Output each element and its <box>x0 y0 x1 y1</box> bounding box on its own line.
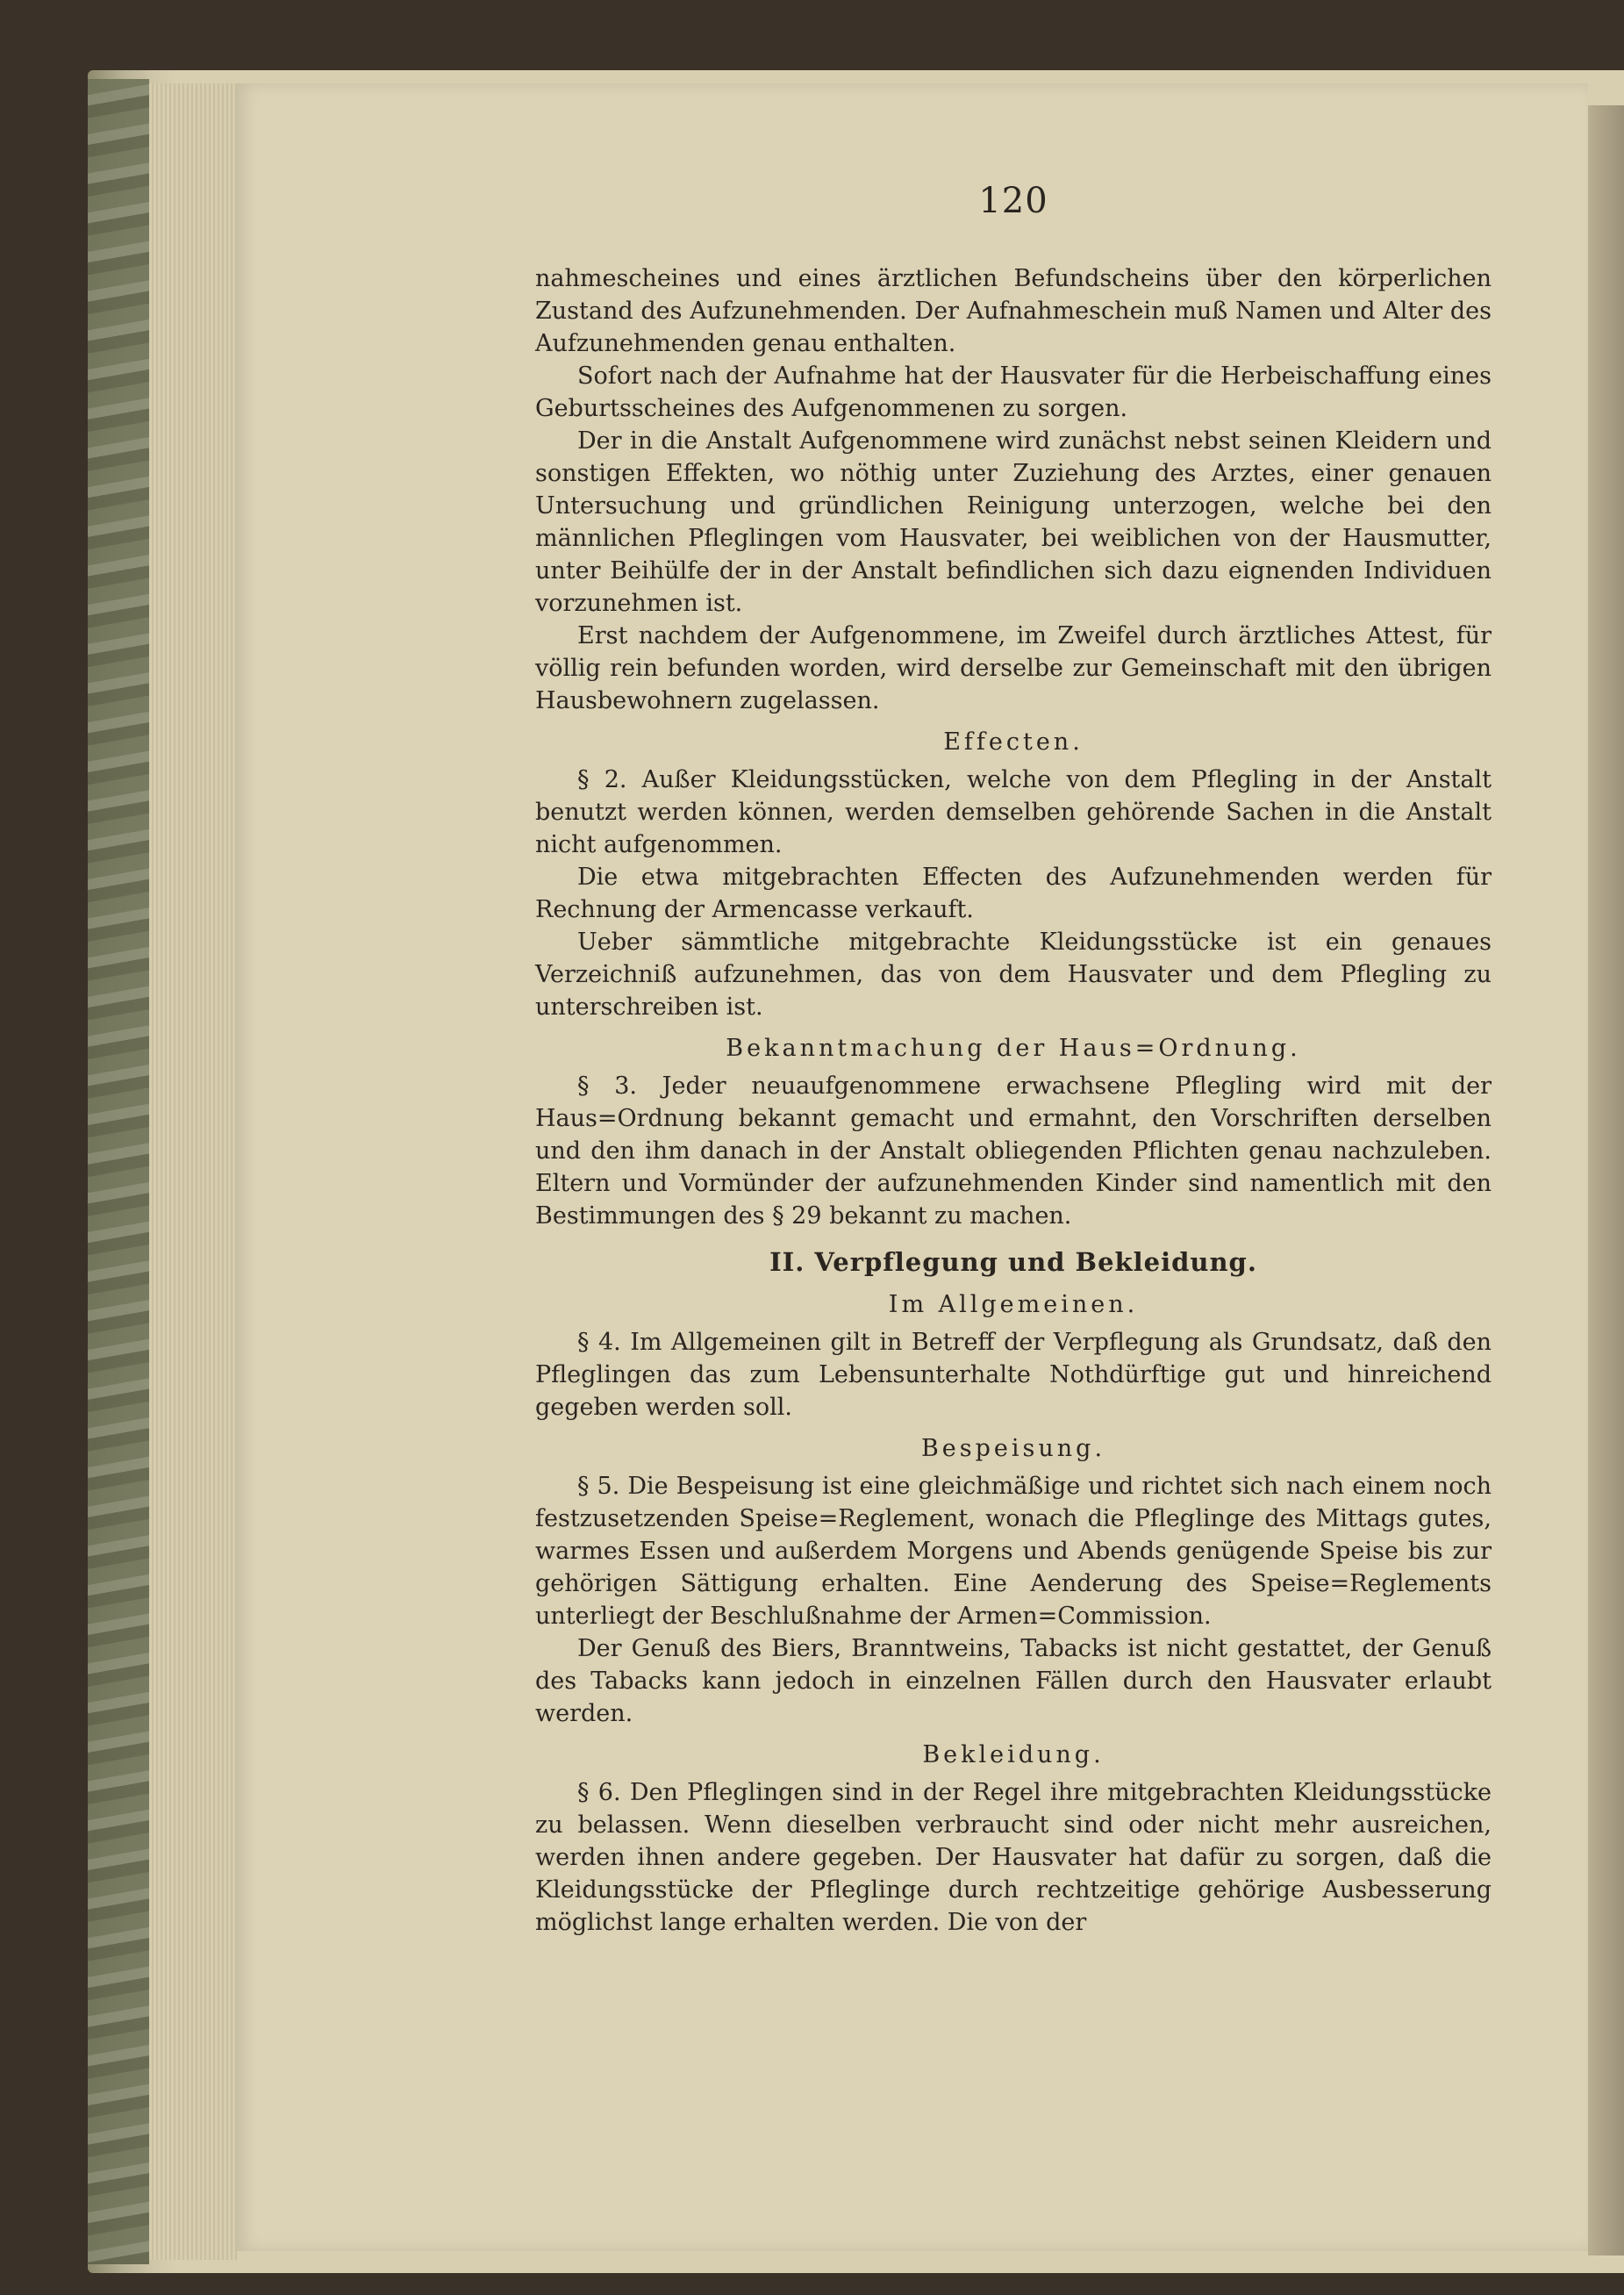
heading-bespeisung: Bespeisung. <box>920 1435 1106 1462</box>
heading-bekleidung: Bekleidung. <box>922 1741 1105 1768</box>
page-stack-edge <box>149 83 237 2260</box>
page-content <box>535 180 1492 1939</box>
paragraph-clothing-inventory: Ueber sämmtliche mitgebrachte Kleidungsstücke ist ein genaues Verzeichniß aufzunehmen, das von dem Hausvater und dem Pflegling zu unterschreiben ist. <box>535 929 1492 1021</box>
paragraph-section-4: § 4. Im Allgemeinen gilt in Betreff der Verpflegung als Grundsatz, daß den Pfleglingen das zum Lebensunterhalte Nothdürftige gut und hinreichend gegeben werden soll. <box>535 1329 1492 1421</box>
paragraph-effects-sold: Die etwa mitgebrachten Effecten des Aufzunehmenden werden für Rechnung der Armencasse verkauft. <box>535 864 1492 923</box>
paragraph-section-2: § 2. Außer Kleidungsstücken, welche von dem Pflegling in der Anstalt benutzt werden können, werden demselben gehörende Sachen in die Anstalt nicht aufgenommen. <box>535 766 1492 858</box>
paragraph-admission-community: Erst nachdem der Aufgenommene, im Zweifel durch ärztliches Attest, für völlig rein befunden worden, wird derselbe zur Gemeinschaft mit den übrigen Hausbewohnern zugelassen. <box>535 622 1492 714</box>
heading-bekanntmachung: Bekanntmachung der Haus=Ordnung. <box>726 1035 1301 1062</box>
paragraph-birth-certificate: Sofort nach der Aufnahme hat der Hausvater für die Herbeischaffung eines Geburtsscheines des Aufgenommenen zu sorgen. <box>535 362 1492 422</box>
paragraph-examination: Der in die Anstalt Aufgenommene wird zunächst nebst seinen Kleidern und sonstigen Effekten, wo nöthig unter Zuziehung des Arztes, einer genauen Untersuchung und gründlichen Reinigung unterzogen, welche bei den männlichen Pfleglingen vom Hausvater, bei weiblichen von der Hausmutter, unter Beihülfe der in der Anstalt befindlichen sich dazu eignenden Individuen vorzunehmen ist. <box>535 427 1492 617</box>
paragraph-drink-tobacco: Der Genuß des Biers, Branntweins, Tabacks ist nicht gestattet, der Genuß des Tabacks kann jedoch in einzelnen Fällen durch den Hausvater erlaubt werden. <box>535 1635 1492 1727</box>
page-number: 120 <box>978 181 1048 221</box>
facing-page-edge <box>1588 105 1624 2256</box>
heading-allgemeinen: Im Allgemeinen. <box>888 1291 1139 1318</box>
heading-section-ii: II. Verpflegung und Bekleidung. <box>769 1247 1257 1277</box>
paragraph-admission-certificates: nahmescheines und eines ärztlichen Befundscheins über den körperlichen Zustand des Aufzunehmenden. Der Aufnahmeschein muß Namen und Alter des Aufzunehmenden genau enthalten. <box>535 265 1492 357</box>
paragraph-section-6: § 6. Den Pfleglingen sind in der Regel ihre mitgebrachten Kleidungsstücke zu belassen. Wenn dieselben verbraucht sind oder nicht mehr ausreichen, werden ihnen andere gegeben. Der Hausvater hat dafür zu sorgen, daß die Kleidungsstücke der Pfleglinge durch rechtzeitige gehörige Ausbesserung möglichst lange erhalten werden. Die von der <box>535 1779 1492 1936</box>
paragraph-section-3: § 3. Jeder neuaufgenommene erwachsene Pflegling wird mit der Haus=Ordnung bekannt gemacht und ermahnt, den Vorschriften derselben und den ihm danach in der Anstalt obliegenden Pflichten genau nachzuleben. Eltern und Vormünder der aufzunehmenden Kinder sind namentlich mit den Bestimmungen des § 29 bekannt zu machen. <box>535 1072 1492 1230</box>
book-spine <box>88 79 149 2264</box>
heading-effecten: Effecten. <box>943 728 1084 756</box>
paragraph-section-5: § 5. Die Bespeisung ist eine gleichmäßige und richtet sich nach einem noch festzusetzenden Speise=Reglement, wonach die Pfleglinge des Mittags gutes, warmes Essen und außerdem Morgens und Abends genügende Speise bis zur gehörigen Sättigung erhalten. Eine Aenderung des Speise=Reglements unterliegt der Beschlußnahme der Armen=Commission. <box>535 1473 1492 1630</box>
